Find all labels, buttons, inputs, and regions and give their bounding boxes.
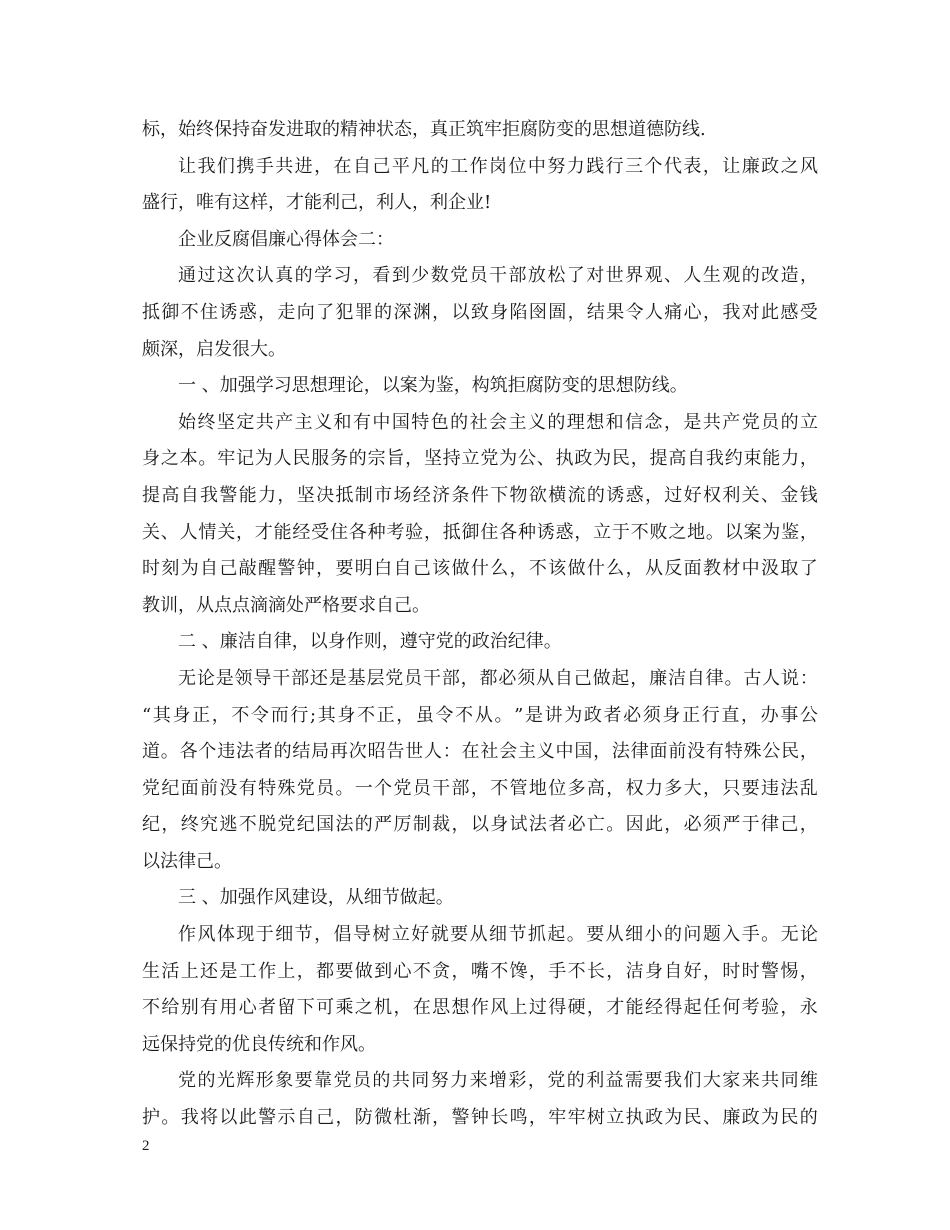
text-line: 无 论 是 领 导 干 部 还 是 基 层 党 员 干 部 ， 都 必 须 从 自 己 做 起 ， 廉 洁 自 律 。 古 人 说 ：: [178, 667, 818, 689]
text-line: 护 。 我 将 以 此 警 示 自 己 ， 防 微 杜 渐 ， 警 钟 长 鸣 ， 牢 牢 树 立 执 政 为 民 、 廉 政 为 民 的: [142, 1107, 818, 1129]
text-line: 抵 御 不 住 诱 惑 ， 走 向 了 犯 罪 的 深 渊 ， 以 致 身 陷 囹 圄 ， 结 果 令 人 痛 心 ， 我 对 此 感 受: [142, 301, 818, 323]
section-heading: [142, 880, 818, 917]
text-line: 道 。 各 个 违 法 者 的 结 局 再 次 昭 告 世 人 ： 在 社 会 主 义 中 国 ， 法 律 面 前 没 有 特 殊 公 民 ，: [142, 741, 818, 763]
text-line: 关 、 人 情 关 ， 才 能 经 受 住 各 种 考 验 ， 抵 御 住 各 种 诱 惑 ， 立 于 不 败 之 地 。 以 案 为 鉴 ，: [142, 521, 818, 543]
text-line: “ 其 身 正 ， 不 令 而 行 ; 其 身 不 正 ， 虽 令 不 从 。 ” 是 讲 为 政 者 必 须 身 正 行 直 ， 办 事 公: [142, 704, 818, 726]
text-line: 身 之 本 。 牢 记 为 人 民 服 务 的 宗 旨 ， 坚 持 立 党 为 公 、 执 政 为 民 ， 提 高 自 我 约 束 能 力 ，: [142, 448, 818, 470]
section-heading: [142, 624, 818, 661]
text-line: 以法律己。: [142, 850, 232, 872]
text-line: 盛行，唯有这样，才能利己，利人，利企业!: [142, 192, 492, 214]
text-line: 教训，从点点滴滴处严格要求自己。: [142, 594, 430, 616]
text-line: 一 、加强学习思想理论，以案为鉴，构筑拒腐防变的思想防线。: [178, 375, 688, 397]
page-number: 2: [142, 1138, 150, 1154]
text-line: 作 风 体 现 于 细 节 ， 倡 导 树 立 好 就 要 从 细 节 抓 起 。 要 从 细 小 的 问 题 入 手 。 无 论: [178, 924, 818, 946]
paragraph: [142, 405, 818, 625]
paragraph: [142, 149, 818, 222]
document-body: [142, 112, 818, 1137]
paragraph: [142, 1063, 818, 1136]
text-line: 提 高 自 我 警 能 力 ， 坚 决 抵 制 市 场 经 济 条 件 下 物 欲 横 流 的 诱 惑 ， 过 好 权 利 关 、 金 钱: [142, 484, 818, 506]
text-line: 始 终 坚 定 共 产 主 义 和 有 中 国 特 色 的 社 会 主 义 的 理 想 和 信 念 ， 是 共 产 党 员 的 立: [178, 411, 818, 433]
text-line: 让 我 们 携 手 共 进 ， 在 自 己 平 凡 的 工 作 岗 位 中 努 力 践 行 三 个 代 表 ， 让 廉 政 之 风: [178, 155, 818, 177]
text-line: 远保持党的优良传统和作风。: [142, 1033, 376, 1055]
section-heading: [142, 222, 818, 259]
text-line: 不 给 别 有 用 心 者 留 下 可 乘 之 机 ， 在 思 想 作 风 上 过 得 硬 ， 才 能 经 得 起 任 何 考 验 ， 永: [142, 997, 818, 1019]
text-line: 党 的 光 辉 形 象 要 靠 党 员 的 共 同 努 力 来 增 彩 ， 党 的 利 益 需 要 我 们 大 家 来 共 同 维: [178, 1070, 818, 1092]
text-line: 党 纪 面 前 没 有 特 殊 党 员 。 一 个 党 员 干 部 ， 不 管 地 位 多 高 ， 权 力 多 大 ， 只 要 违 法 乱: [142, 777, 818, 799]
text-line: 时 刻 为 自 己 敲 醒 警 钟 ， 要 明 白 自 己 该 做 什 么 ， 不 该 做 什 么 ， 从 反 面 教 材 中 汲 取 了: [142, 558, 818, 580]
text-line: 标，始终保持奋发进取的精神状态，真正筑牢拒腐防变的思想道德防线.: [142, 119, 706, 140]
text-line: 颇深，启发很大。: [142, 338, 286, 360]
paragraph: [142, 112, 818, 149]
text-line: 三 、加强作风建设，从细节做起。: [178, 887, 454, 909]
text-line: 生 活 上 还 是 工 作 上 ， 都 要 做 到 心 不 贪 ， 嘴 不 馋 ， 手 不 长 ， 洁 身 自 好 ， 时 时 警 惕 ，: [142, 960, 818, 982]
text-line: 通 过 这 次 认 真 的 学 习 ， 看 到 少 数 党 员 干 部 放 松 了 对 世 界 观 、 人 生 观 的 改 造 ，: [178, 265, 818, 287]
text-line: 企业反腐倡廉心得体会二：: [178, 228, 394, 250]
paragraph: [142, 661, 818, 881]
text-line: 纪 ， 终 究 逃 不 脱 党 纪 国 法 的 严 厉 制 裁 ， 以 身 试 法 者 必 亡 。 因 此 ， 必 须 严 于 律 己 ，: [142, 814, 818, 836]
section-heading: [142, 368, 818, 405]
text-line: 二 、廉洁自律，以身作则，遵守党的政治纪律。: [178, 631, 562, 653]
paragraph: [142, 258, 818, 368]
paragraph: [142, 917, 818, 1063]
